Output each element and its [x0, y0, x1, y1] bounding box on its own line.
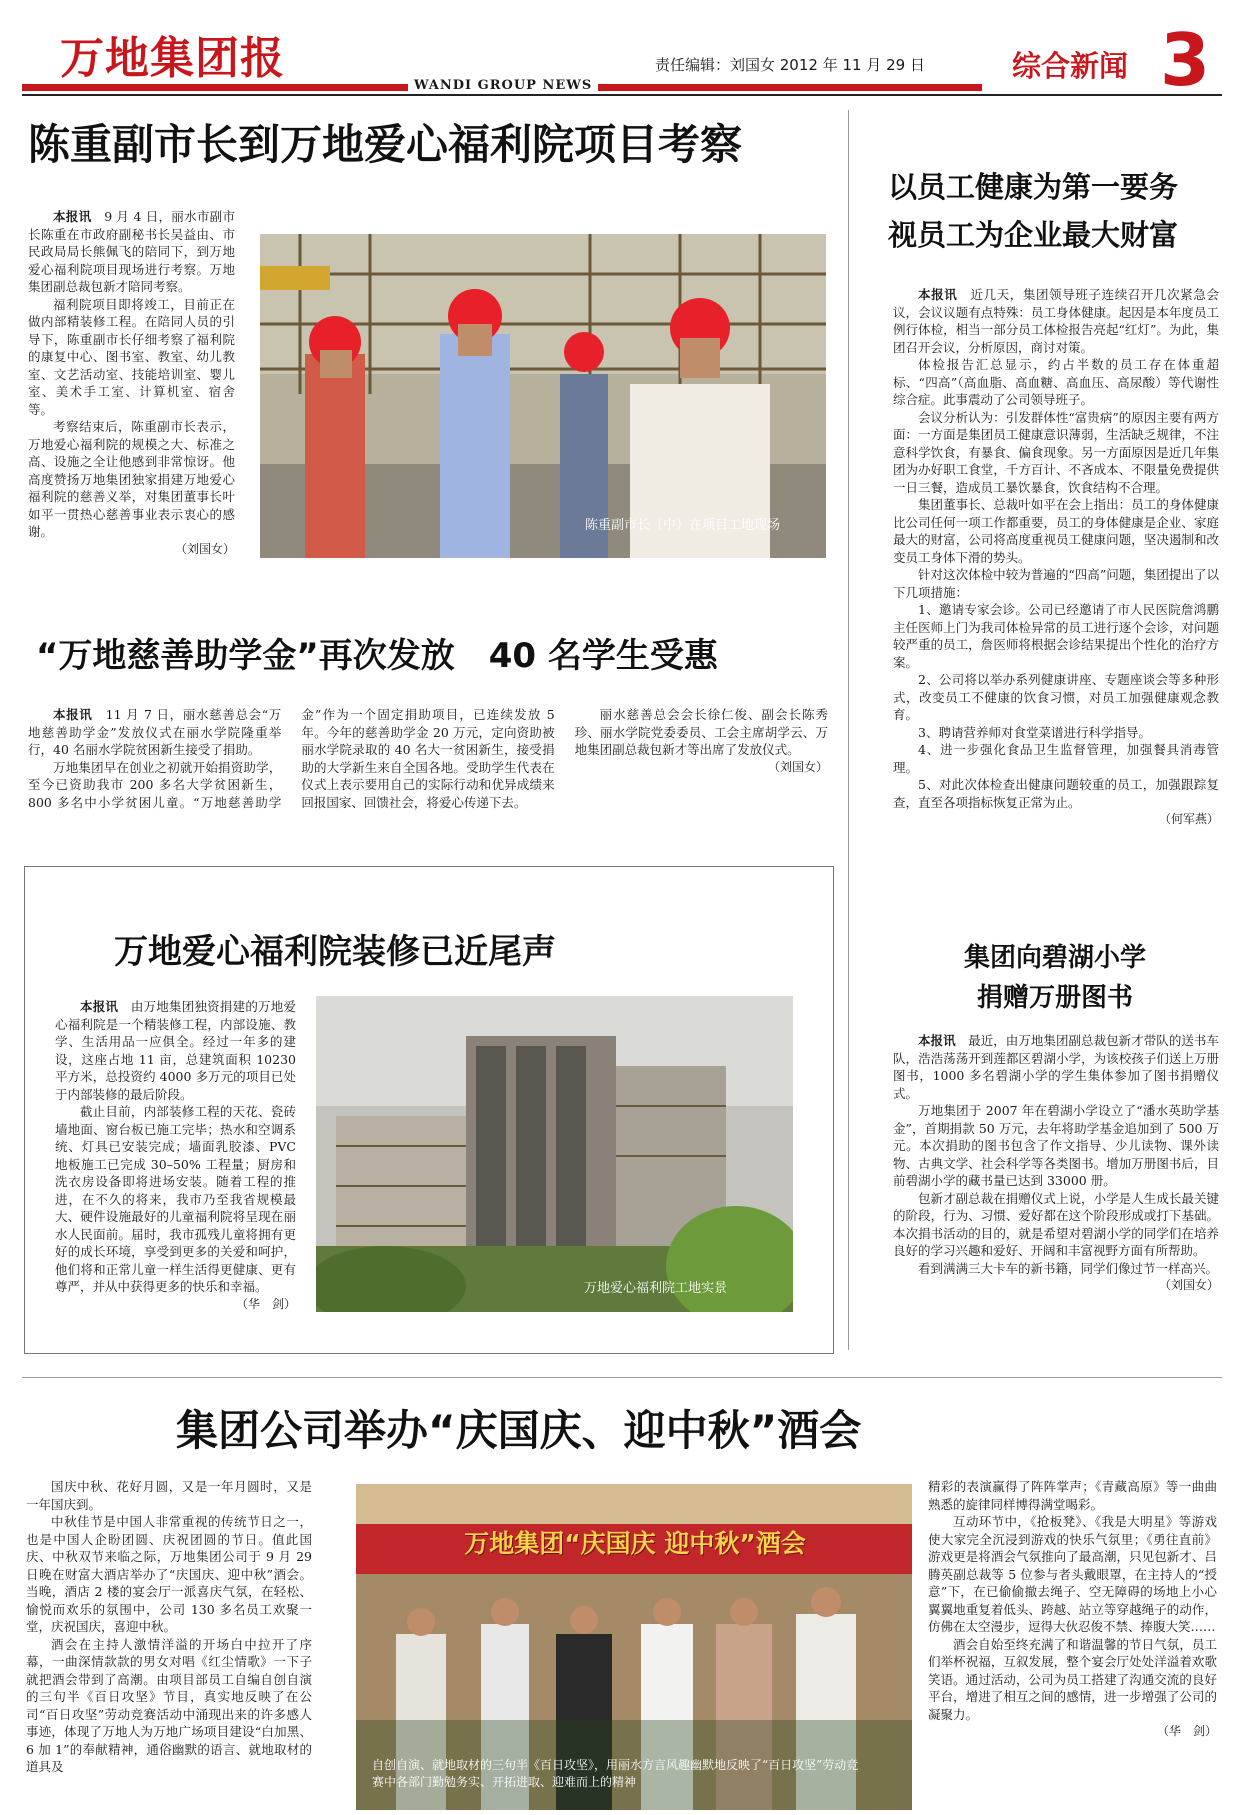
- article1-photo: [260, 234, 826, 558]
- article6-paragraph: 酒会在主持人激情洋溢的开场白中拉开了序幕，一曲深情款款的男女对唱《红尘情歌》一下子就把酒会带到了高潮。由项目部员工自编自创自演的三句半《百日攻坚》节目，真实地反映了在公司“百日攻坚”劳动竞赛活动中涌现出来的许多感人事迹，体现了万地人为万地广场项目建设“白加黑、6 加 1”的奉献精神，通俗幽默的语言、就地取材的道具及: [26, 1636, 312, 1774]
- article4-paragraph: 截止目前，内部装修工程的天花、瓷砖墙地面、窗台板已施工完毕；热水和空调系统、灯具已安装完成；墙面乳胶漆、PVC 地板施工已完成 30–50% 工程量；厨房和洗衣房设备即将进场安装。随着工程的推进，在不久的将来，我市乃至我省规模最大、硬件设施最好的儿童福利院将呈现在丽水人民面前。届时，我市孤残儿童将拥有更好的成长环境，享受到更多的关爱和呵护，他们将和正常儿童一样生活得更健康、更有尊严，并从中获得更多的快乐和幸福。: [55, 1104, 296, 1294]
- article3-headline: “万地慈善助学金”再次发放 40 名学生受惠: [36, 636, 718, 676]
- article6-paragraph: 国庆中秋、花好月圆，又是一年月圆时，又是一年国庆到。: [26, 1479, 312, 1512]
- article2-headline-line1: 以员工健康为第一要务: [888, 170, 1179, 204]
- article6-photo-caption: 自创自演、就地取材的三句半《百日攻坚》，用丽水方言风趣幽默地反映了“百日攻坚”劳动竞赛中各部门勤勉务实、开拓进取、迎难而上的精神: [372, 1758, 859, 1789]
- article2-measure: 4、进一步强化食品卫生监督管理，加强餐具消毒管理。: [893, 742, 1219, 775]
- article1-byline: （刘国女）: [174, 541, 235, 556]
- article5-headline-line1: 集团向碧湖小学: [963, 943, 1146, 973]
- article2-byline: （何军燕）: [1158, 812, 1219, 826]
- article6-paragraph: 中秋佳节是中国人非常重视的传统节日之一，也是中国人企盼团圆、庆祝团圆的节日。值此国庆、中秋双节来临之际，万地集团公司于 9 月 29 日晚在财富大酒店举办了“庆国庆、迎中秋”酒会。当晚，酒店 2 楼的宴会厅一派喜庆气氛，在轻松、愉悦而欢乐的氛围中，公司 130 多名员工欢聚一堂，庆祝国庆，喜迎中秋。: [26, 1514, 312, 1634]
- article3-body: [28, 706, 828, 811]
- article2-paragraph: 集团董事长、总裁叶如平在会上指出：员工的身体健康比公司任何一项工作都重要，员工的身体健康是企业、家庭最大的财富，公司将高度重视员工健康问题，坚决遏制和改变员工身体下滑的势头。: [893, 497, 1219, 565]
- article2-paragraph: 针对这次体检中较为普遍的“四高”问题，集团提出了以下几项措施：: [893, 567, 1219, 600]
- article2-lead: 本报讯: [918, 287, 958, 302]
- article5-paragraph: 最近，由万地集团副总裁包新才带队的送书车队，浩浩荡荡开到莲都区碧湖小学，为该校孩子们送上万册图书，1000 多名碧湖小学的学生集体参加了图书捐赠仪式。: [893, 1033, 1219, 1101]
- article4-paragraph: 由万地集团独资捐建的万地爱心福利院是一个精装修工程，内部设施、教学、生活用品一应俱全。经过一年多的建设，这座占地 11 亩，总建筑面积 10230 平方米，总投资约 4000 多万元的项目已处于内部装修的最后阶段。: [55, 999, 296, 1102]
- article2-measure: 3、聘请营养师对食堂菜谱进行科学指导。: [918, 724, 1151, 740]
- article4-photo-caption: 万地爱心福利院工地实景: [584, 1281, 728, 1296]
- editor-date-line: 责任编辑：刘国女 2012 年 11 月 29 日: [655, 56, 925, 74]
- masthead-black-rule: [22, 94, 1222, 96]
- newspaper-title: 万地集团报: [60, 33, 285, 84]
- article3-paragraph: 11 月 7 日，丽水慈善总会“万地慈善助学金”发放仪式在丽水学院隆重举行，40 名丽水学院贫困新生接受了捐助。: [28, 707, 282, 757]
- article4-headline: 万地爱心福利院装修已近尾声: [114, 932, 556, 972]
- article2-measure: 2、公司将以举办系列健康讲座、专题座谈会等多种形式，改变员工不健康的饮食习惯，对员工加强健康观念教育。: [893, 672, 1219, 722]
- article4-body: [55, 998, 296, 1313]
- article4-byline: （华 剑）: [235, 1296, 296, 1311]
- column-divider: [848, 110, 849, 1350]
- article3-paragraph: 丽水慈善总会会长徐仁俊、副会长陈秀珍、丽水学院党委委员、工会主席胡学云、万地集团副总裁包新才等出席了发放仪式。: [574, 707, 828, 757]
- page-number: 3: [1160, 18, 1211, 102]
- article3-byline: （刘国女）: [767, 759, 828, 774]
- article1-body: [28, 208, 235, 558]
- article1-photo-caption: 陈重副市长（中）在项目工地现场: [585, 518, 781, 533]
- section-divider: [22, 1377, 1222, 1378]
- article5-paragraph: 万地集团于 2007 年在碧湖小学设立了“潘水英助学基金”，首期捐款 50 万元，去年将助学基金追加到了 500 万元。本次捐助的图书包含了作文指导、少儿读物、课外读物、古典文学、社会科学等各类图书。增加万册图书后，目前碧湖小学的藏书量已达到 33000 册。: [893, 1103, 1219, 1188]
- article5-paragraph: 看到满满三大卡车的新书籍，同学们像过节一样高兴。: [918, 1260, 1219, 1276]
- article4-photo: [316, 996, 793, 1312]
- article2-measure: 5、对此次体检查出健康问题较重的员工，加强跟踪复查，直至各项指标恢复正常为止。: [893, 777, 1219, 810]
- article5-byline: （刘国女）: [1158, 1278, 1219, 1292]
- article6-paragraph: 酒会自始至终充满了和谐温馨的节日气氛，员工们举杯祝福，互叙发展，整个宴会厅处处洋溢着欢歌笑语。通过活动，公司为员工搭建了沟通交流的良好平台，增进了相互之间的感情，进一步增强了公司的凝聚力。: [928, 1636, 1217, 1722]
- article5-paragraph: 包新才副总裁在捐赠仪式上说，小学是人生成长最关键的阶段，行为、习惯、爱好都在这个阶段形成或打下基础。本次捐书活动的目的，就是希望对碧湖小学的同学们在培养良好的学习兴趣和爱好、开阔和丰富视野方面有所帮助。: [893, 1190, 1219, 1258]
- article6-left-body: [26, 1478, 312, 1776]
- article2-headline: [888, 163, 1223, 259]
- article2-body: [893, 286, 1219, 829]
- article6-headline: 集团公司举办“庆国庆、迎中秋”酒会: [176, 1406, 862, 1455]
- article1-paragraph: 考察结束后，陈重副市长表示，万地爱心福利院的规模之大、标准之高、设施之全让他感到非常惊讶。他高度赞扬万地集团独家捐建万地爱心福利院的慈善义举，对集团董事长叶如平一贯热心慈善事业表示衷心的感谢。: [28, 419, 235, 539]
- article2-headline-line2: 视员工为企业最大财富: [888, 218, 1179, 252]
- welfare-building-illustration: [316, 996, 793, 1312]
- article5-body: [893, 1032, 1219, 1295]
- article5-headline: [905, 938, 1205, 1018]
- article1-paragraph: 福利院项目即将竣工，目前正在做内部精装修工程。在陪同人员的引导下，陈重副市长仔细考察了福利院的康复中心、图书室、教室、幼儿教室、文艺活动室、技能培训室、婴儿室、美术手工室、计算机室、宿舍等。: [28, 296, 235, 417]
- article1-lead: 本报讯: [53, 209, 92, 224]
- section-name: 综合新闻: [1012, 49, 1129, 83]
- article3-paragraph: 万地集团早在创业之初就开始捐资助学，至今已资助我市 200 多名大学贫困新生，800 多名中小学贫困儿童。“万地慈善助学金”作为一个固定捐助项目，已连续发放 5 年。今年的慈善助学金 20 万元，定向资助被丽水学院录取的 40 名大一贫困新生，接受捐助的大学新生来自全国各地。受助学生代表在仪式上表示要用自己的实际行动和优异成绩来回报国家、回馈社会，将爱心传递下去。: [28, 707, 555, 810]
- article2-paragraph: 体检报告汇总显示，约占半数的员工存在体重超标、“四高”（高血脂、高血糖、高血压、高尿酸）等代谢性综合症。此事震动了公司领导班子。: [893, 357, 1219, 407]
- article6-paragraph: 互动环节中，《抢板凳》、《我是大明星》等游戏使大家完全沉浸到游戏的快乐气氛里；《勇往直前》游戏更是将酒会气氛推向了最高潮，只见包新才、吕腾英副总裁等 5 位参与者头戴眼罩，在主持人的“授意”下，在已偷偷撤去绳子、空无障碍的场地上小心翼翼地重复着低头、跨越、站立等穿越绳子的动作，仿佛在太空漫步，逗得大伙忍俊不禁、捧腹大笑……: [928, 1514, 1217, 1634]
- article6-byline: （华 剑）: [1156, 1724, 1217, 1738]
- article6-paragraph: 精彩的表演赢得了阵阵掌声；《青藏高原》等一曲曲熟悉的旋律同样博得满堂喝彩。: [928, 1479, 1217, 1512]
- article6-right-body: [928, 1478, 1217, 1741]
- article2-paragraph: 会议分析认为：引发群体性“富贵病”的原因主要有两方面：一方面是集团员工健康意识薄弱，生活缺乏规律，不注意科学饮食，有暴食、偏食现象。另一方面原因是近几年集团为办好职工食堂，千方百计、不吝成本、不限量免费提供一日三餐，造成员工暴饮暴食，饮食结构不合理。: [893, 409, 1219, 495]
- article1-headline: 陈重副市长到万地爱心福利院项目考察: [28, 120, 743, 169]
- article2-measure: 1、邀请专家会诊。公司已经邀请了市人民医院詹鸿鹏主任医师上门为我司体检异常的员工进行逐个会诊，对问题较严重的员工，詹医师将根据会诊结果提出个性化的治疗方案。: [893, 602, 1219, 670]
- site-visit-illustration: [260, 234, 826, 558]
- article5-lead: 本报讯: [918, 1033, 956, 1048]
- newspaper-title-en: WANDI GROUP NEWS: [408, 78, 598, 93]
- banquet-banner-text: 万地集团“庆国庆 迎中秋”酒会: [464, 1529, 806, 1558]
- article5-headline-line2: 捐赠万册图书: [976, 983, 1133, 1013]
- article3-lead: 本报讯: [53, 707, 93, 722]
- article2-paragraph: 近几天，集团领导班子连续召开几次紧急会议，会议议题有点特殊：员工身体健康。起因是本年度员工例行体检，相当一部分员工体检报告亮起“红灯”。为此，集团召开会议，分析原因，商讨对策。: [893, 287, 1219, 355]
- article1-paragraph: 9 月 4 日，丽水市副市长陈重在市政府副秘书长吴益由、市民政局局长熊佩飞的陪同下，到万地爱心福利院项目现场进行考察。万地集团副总裁包新才陪同考察。: [28, 209, 235, 294]
- article4-lead: 本报讯: [80, 999, 119, 1014]
